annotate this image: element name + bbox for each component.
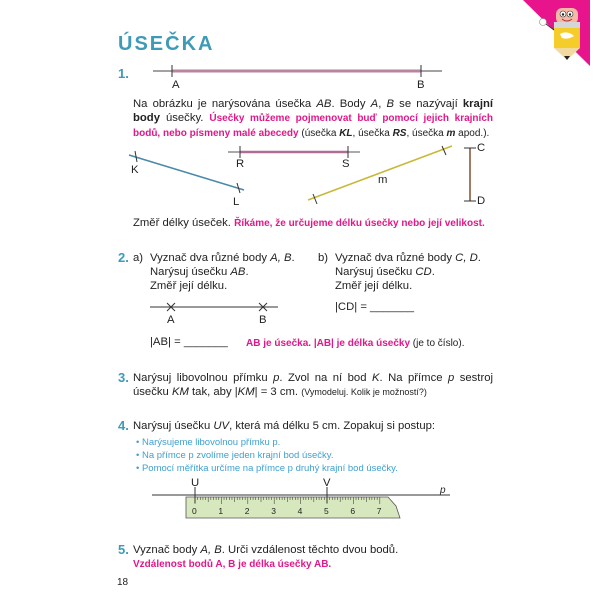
label-p: p [440, 485, 446, 496]
exercise-4-number: 4. [118, 418, 129, 433]
ex2-note: AB je úsečka. |AB| je délka úsečky (je to číslo). [246, 338, 465, 349]
exercise-4-text: Narýsuj úsečku UV, která má délku 5 cm. Zopakuj si postup: [133, 420, 436, 432]
exercise-3-text: Narýsuj libovolnou přímku p. Zvol na ní bod K. Na přímce p sestroj úsečku KM tak, aby |KM| = 3 cm. (Vymodeluj. Kolik je možností?) [133, 372, 493, 398]
exercise-2-number: 2. [118, 250, 129, 265]
label-d: D [477, 195, 486, 207]
label-a: A [172, 79, 180, 91]
ex2-b-label: b) [318, 252, 329, 264]
ruler-tick-label: 2 [244, 506, 250, 516]
exercise-5-number: 5. [118, 542, 129, 557]
label-b: B [417, 79, 425, 91]
label-l: L [233, 196, 240, 208]
ex4-step: • Na přímce p zvolíme jeden krajní bod úsečky. [136, 450, 334, 461]
ruler-tick-label: 4 [297, 506, 303, 516]
ex4-step: • Narýsujeme libovolnou přímku p. [136, 437, 281, 448]
label-v: V [323, 477, 331, 489]
label-u: U [191, 477, 200, 489]
ab-answer-field[interactable]: |AB| = _______ [150, 336, 228, 348]
label-c: C [477, 142, 486, 154]
ex2-a-text: Vyznač dva různé body A, B. Narýsuj úsečku AB. Změř její délku. [150, 252, 295, 292]
ex2-b-text: Vyznač dva různé body C, D. Narýsuj úsečku CD. Změř její délku. [335, 252, 481, 292]
ruler-tick-label: 3 [271, 506, 276, 516]
label-s: S [342, 158, 350, 170]
label-k: K [131, 164, 139, 176]
measure-text: Změř délky úseček. Říkáme, že určujeme délku úsečky nebo její velikost. [133, 217, 485, 229]
ex2-label-b: B [259, 314, 267, 326]
page-number: 18 [117, 577, 129, 588]
ruler-tick-label: 1 [218, 506, 224, 516]
ruler-tick-label: 7 [376, 506, 382, 516]
exercise-1-number: 1. [118, 66, 129, 81]
label-m: m [378, 174, 388, 186]
ex4-step: • Pomocí měřítka určíme na přímce p druhý krajní bod úsečky. [136, 463, 398, 474]
exercise-5-text: Vyznač body A, B. Urči vzdálenost těchto dvou bodů. [133, 544, 399, 556]
exercise-5-note: Vzdálenost bodů A, B je délka úsečky AB. [133, 559, 332, 570]
exercise-1-text: Na obrázku je narýsována úsečka AB. Body A, B se nazývají krajní body úsečky. Úsečky můžeme pojmenovat buď pomocí jejich krajních bodů, nebo písmeny malé abecedy (úsečka KL, úsečka RS, úsečka m apod.). [133, 98, 493, 139]
ex2-a-label: a) [133, 252, 144, 264]
exercise-3-number: 3. [118, 370, 129, 385]
ruler-tick-label: 5 [324, 506, 329, 516]
ex4-steps [136, 436, 398, 475]
ruler-tick-label: 6 [350, 506, 356, 516]
cd-answer-field[interactable]: |CD| = _______ [335, 301, 415, 313]
ex2-label-a: A [167, 314, 175, 326]
segment-kl [129, 155, 244, 190]
label-r: R [236, 158, 245, 170]
page-title: ÚSEČKA [118, 33, 215, 55]
ruler-tick-label: 0 [192, 506, 197, 516]
